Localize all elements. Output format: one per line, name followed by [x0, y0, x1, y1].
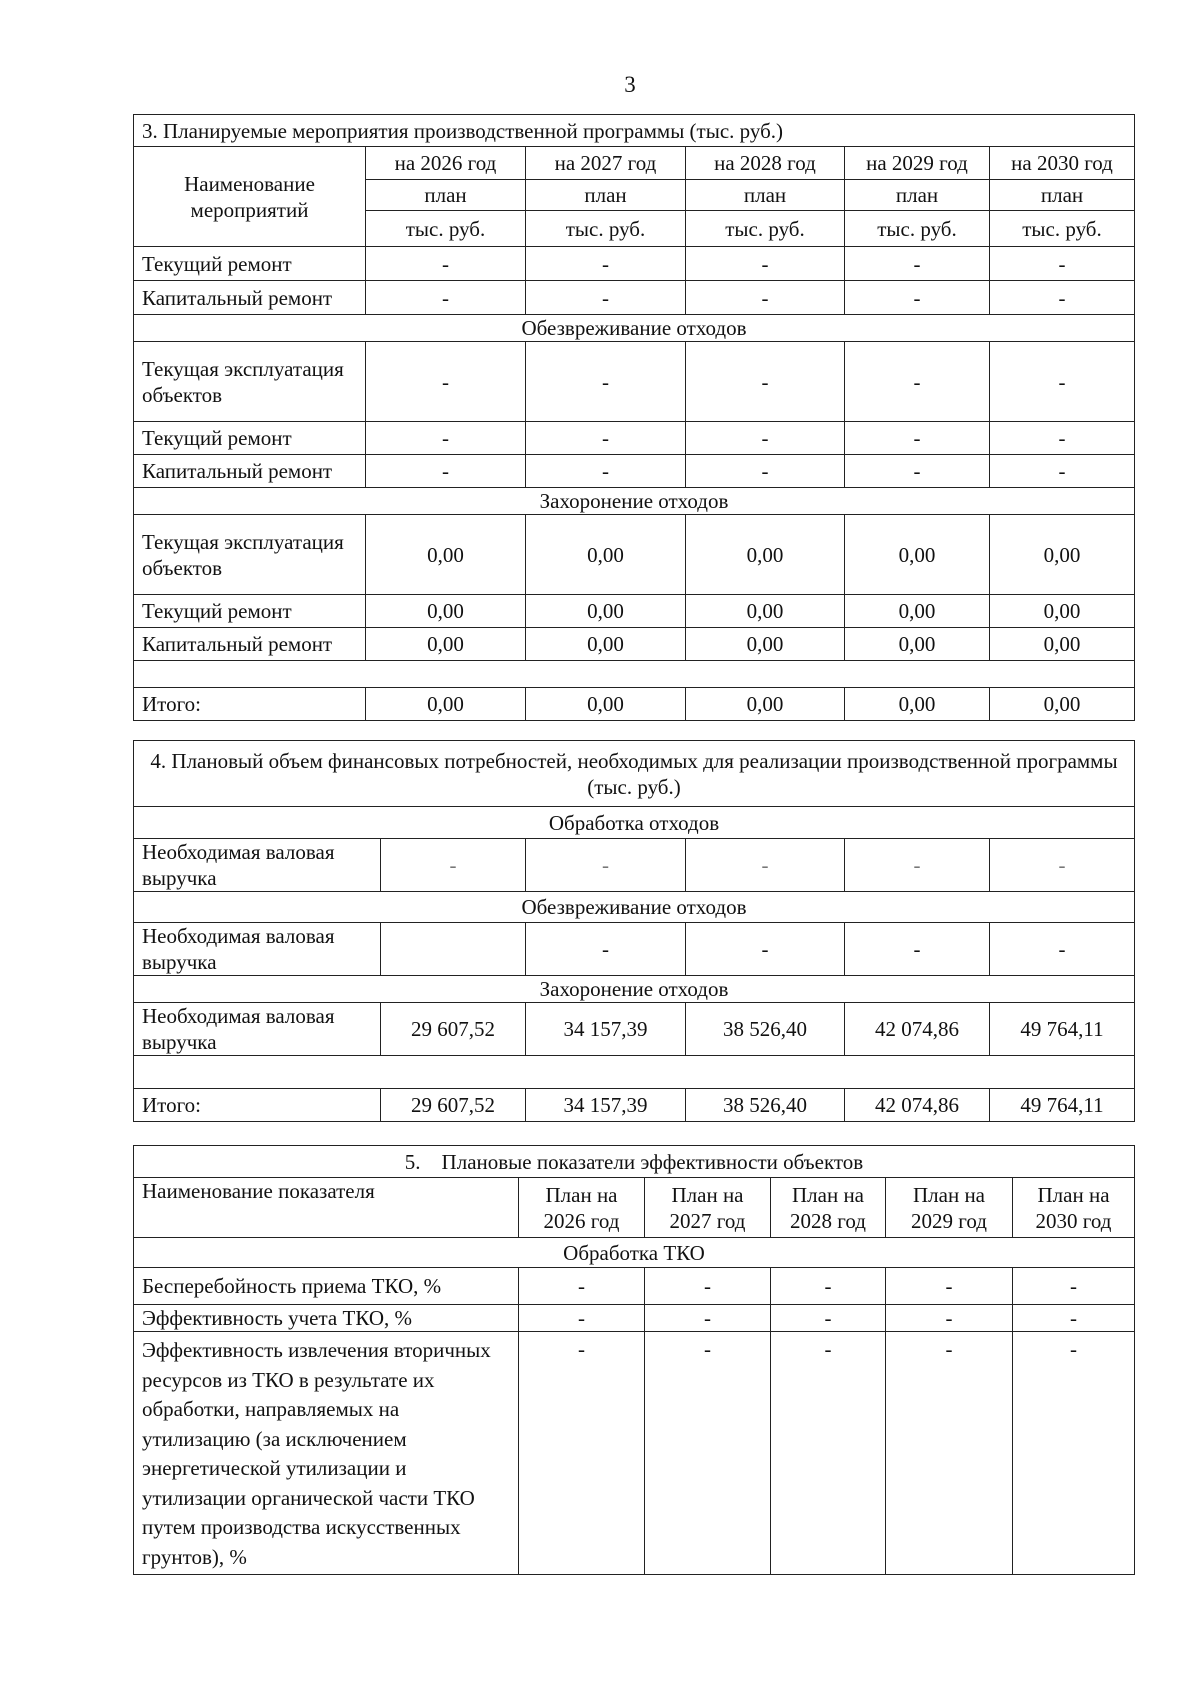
cell-value: -	[366, 342, 526, 422]
row-label: Необходимая валовая выручка	[134, 839, 381, 892]
cell-value: 0,00	[526, 595, 686, 628]
cell-value: 0,00	[366, 595, 526, 628]
cell-value: -	[686, 247, 845, 281]
cell-value: 0,00	[845, 595, 990, 628]
empty-row	[134, 661, 1135, 688]
group-header-processing: Обработка ТКО	[134, 1238, 1135, 1268]
cell-value: -	[1013, 1268, 1135, 1305]
cell-value: -	[686, 342, 845, 422]
activities-name-header: Наименование мероприятий	[134, 147, 366, 247]
table-row	[134, 247, 1135, 281]
table-row	[134, 515, 1135, 595]
cell-value: -	[990, 247, 1135, 281]
cell-value: 38 526,40	[686, 1003, 845, 1056]
cell-value: -	[366, 422, 526, 455]
plan-label: план	[366, 180, 526, 211]
table-row	[134, 455, 1135, 488]
total-value: 38 526,40	[686, 1089, 845, 1122]
cell-value: -	[686, 281, 845, 315]
cell-value: -	[771, 1268, 886, 1305]
row-label: Необходимая валовая выручка	[134, 923, 381, 976]
group-header-neutralization: Обезвреживание отходов	[134, 892, 1135, 923]
row-label: Текущая эксплуатация объектов	[134, 515, 366, 595]
cell-value: -	[526, 342, 686, 422]
financial-needs-table	[133, 740, 1135, 1122]
year-header: План на 2026 год	[519, 1178, 645, 1238]
group-header-processing: Обработка отходов	[134, 807, 1135, 839]
unit-label: тыс. руб.	[686, 211, 845, 247]
cell-value: -	[686, 422, 845, 455]
cell-value: -	[845, 247, 990, 281]
cell-value: -	[990, 342, 1135, 422]
cell-value: 0,00	[845, 515, 990, 595]
table-row	[134, 1268, 1135, 1305]
row-label: Необходимая валовая выручка	[134, 1003, 381, 1056]
total-row	[134, 688, 1135, 721]
section3-title: 3. Планируемые мероприятия производственной программы (тыс. руб.)	[134, 115, 1135, 147]
table-row	[134, 1305, 1135, 1332]
cell-value: 0,00	[526, 628, 686, 661]
year-header: План на 2030 год	[1013, 1178, 1135, 1238]
cell-value: -	[645, 1268, 771, 1305]
table-row	[134, 1003, 1135, 1056]
cell-value: -	[845, 342, 990, 422]
total-value: 29 607,52	[381, 1089, 526, 1122]
plan-label: план	[845, 180, 990, 211]
total-value: 0,00	[686, 688, 845, 721]
page-number: 3	[624, 72, 636, 97]
empty-row	[134, 1056, 1135, 1089]
cell-value: -	[845, 923, 990, 976]
cell-value: 0,00	[990, 515, 1135, 595]
cell-value: -	[990, 422, 1135, 455]
cell-value: 42 074,86	[845, 1003, 990, 1056]
year-header: на 2029 год	[845, 147, 990, 180]
cell-value: -	[990, 281, 1135, 315]
table-row	[134, 595, 1135, 628]
unit-label: тыс. руб.	[990, 211, 1135, 247]
planned-activities-table	[133, 114, 1135, 721]
group-header-neutralization: Обезвреживание отходов	[134, 315, 1135, 342]
unit-label: тыс. руб.	[526, 211, 686, 247]
cell-value: -	[366, 281, 526, 315]
cell-value: 0,00	[366, 628, 526, 661]
row-label: Эффективность учета ТКО, %	[134, 1305, 519, 1332]
cell-value: 0,00	[686, 628, 845, 661]
cell-value: -	[519, 1268, 645, 1305]
table-row	[134, 839, 1135, 892]
cell-value: 49 764,11	[990, 1003, 1135, 1056]
cell-value: -	[845, 839, 990, 892]
row-label: Текущая эксплуатация объектов	[134, 342, 366, 422]
year-header: на 2026 год	[366, 147, 526, 180]
cell-value: -	[1013, 1305, 1135, 1332]
cell-value: -	[771, 1332, 886, 1575]
cell-value: -	[686, 923, 845, 976]
cell-value: -	[381, 839, 526, 892]
plan-label: план	[990, 180, 1135, 211]
cell-value: -	[645, 1332, 771, 1575]
cell-value: 34 157,39	[526, 1003, 686, 1056]
table-row	[134, 1332, 1135, 1575]
cell-value: -	[519, 1305, 645, 1332]
row-label: Текущий ремонт	[134, 422, 366, 455]
table-row	[134, 628, 1135, 661]
table-row	[134, 281, 1135, 315]
row-label: Текущий ремонт	[134, 247, 366, 281]
section4-title: 4. Плановый объем финансовых потребностей, необходимых для реализации производственной программы (тыс. руб.)	[134, 741, 1135, 807]
cell-value: -	[526, 422, 686, 455]
table-row	[134, 342, 1135, 422]
section5-title: 5. Плановые показатели эффективности объектов	[134, 1146, 1135, 1178]
cell-value: -	[526, 455, 686, 488]
cell-value: -	[526, 247, 686, 281]
cell-value: -	[845, 281, 990, 315]
year-header: План на 2028 год	[771, 1178, 886, 1238]
cell-value: 0,00	[366, 515, 526, 595]
total-value: 0,00	[366, 688, 526, 721]
cell-value: -	[886, 1305, 1013, 1332]
year-header: на 2027 год	[526, 147, 686, 180]
cell-value: 29 607,52	[381, 1003, 526, 1056]
unit-label: тыс. руб.	[366, 211, 526, 247]
cell-value: -	[526, 281, 686, 315]
cell-value: -	[990, 839, 1135, 892]
efficiency-indicators-table	[133, 1145, 1135, 1575]
year-header: План на 2029 год	[886, 1178, 1013, 1238]
cell-value: 0,00	[526, 515, 686, 595]
cell-value: 0,00	[990, 595, 1135, 628]
row-label: Капитальный ремонт	[134, 628, 366, 661]
cell-value: -	[519, 1332, 645, 1575]
cell-value: -	[645, 1305, 771, 1332]
total-value: 0,00	[845, 688, 990, 721]
cell-value: -	[886, 1332, 1013, 1575]
total-row	[134, 1089, 1135, 1122]
cell-value	[381, 923, 526, 976]
total-value: 0,00	[990, 688, 1135, 721]
unit-label: тыс. руб.	[845, 211, 990, 247]
cell-value: -	[1013, 1332, 1135, 1575]
row-label: Эффективность извлечения вторичных ресурсов из ТКО в результате их обработки, направляемых на утилизацию (за исключением энергетической утилизации и утилизации органической части ТКО путем производства искусственных грунтов), %	[134, 1332, 519, 1575]
row-label: Капитальный ремонт	[134, 455, 366, 488]
total-value: 0,00	[526, 688, 686, 721]
cell-value: -	[686, 455, 845, 488]
cell-value: -	[845, 422, 990, 455]
total-value: 42 074,86	[845, 1089, 990, 1122]
total-label: Итого:	[134, 1089, 381, 1122]
cell-value: -	[526, 839, 686, 892]
year-header: План на 2027 год	[645, 1178, 771, 1238]
cell-value: 0,00	[686, 515, 845, 595]
cell-value: -	[990, 455, 1135, 488]
table-row	[134, 923, 1135, 976]
cell-value: -	[845, 455, 990, 488]
plan-label: план	[686, 180, 845, 211]
row-label: Текущий ремонт	[134, 595, 366, 628]
row-label: Капитальный ремонт	[134, 281, 366, 315]
cell-value: 0,00	[990, 628, 1135, 661]
group-header-burial: Захоронение отходов	[134, 488, 1135, 515]
year-header: на 2028 год	[686, 147, 845, 180]
cell-value: -	[990, 923, 1135, 976]
total-label: Итого:	[134, 688, 366, 721]
group-header-burial: Захоронение отходов	[134, 976, 1135, 1003]
table-row	[134, 422, 1135, 455]
cell-value: 0,00	[686, 595, 845, 628]
cell-value: -	[771, 1305, 886, 1332]
cell-value: -	[886, 1268, 1013, 1305]
cell-value: 0,00	[845, 628, 990, 661]
cell-value: -	[526, 923, 686, 976]
total-value: 34 157,39	[526, 1089, 686, 1122]
total-value: 49 764,11	[990, 1089, 1135, 1122]
cell-value: -	[366, 455, 526, 488]
plan-label: план	[526, 180, 686, 211]
cell-value: -	[366, 247, 526, 281]
indicator-name-header: Наименование показателя	[134, 1178, 519, 1238]
row-label: Бесперебойность приема ТКО, %	[134, 1268, 519, 1305]
cell-value: -	[686, 839, 845, 892]
year-header: на 2030 год	[990, 147, 1135, 180]
